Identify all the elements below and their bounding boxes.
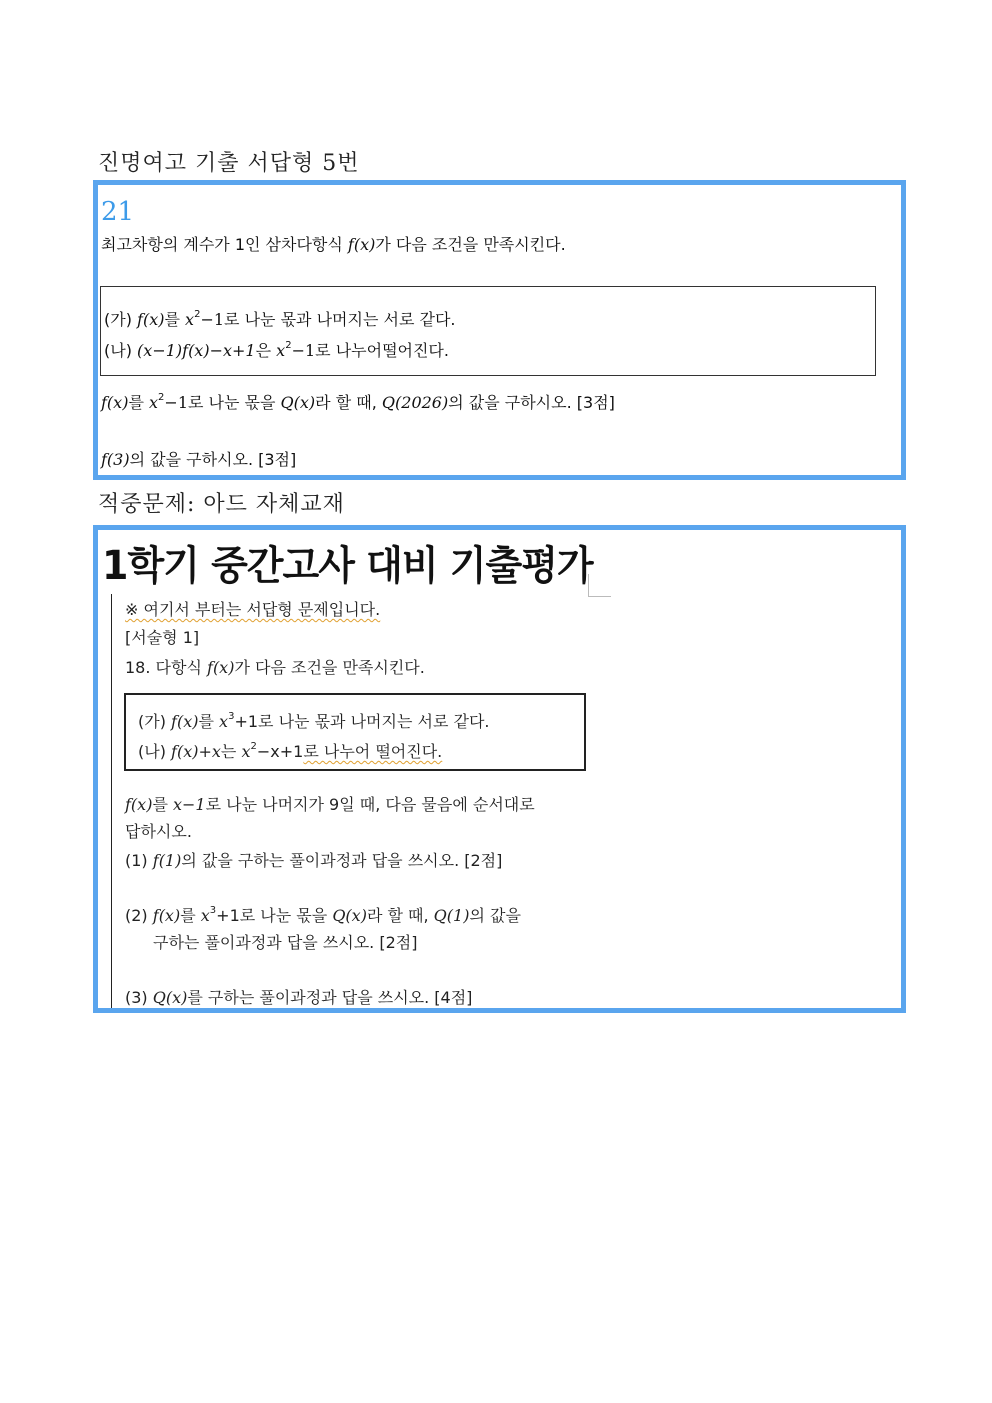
question-1: f(x)를 $x^2-1$로 나눈 몫을 Q(x)라 할 때, Q(2026)의 값을 구하시오. [3점] — [101, 392, 615, 412]
math-expr: f(x) — [347, 235, 376, 254]
problem-number: 21 — [101, 197, 135, 227]
column-rule — [111, 594, 112, 1013]
subquestion-2: (2) f(x)를 $x^3+1$로 나눈 몫을 Q(x)라 할 때, Q(1)의 값을 — [125, 905, 521, 925]
page-corner-mark — [588, 574, 611, 597]
problem-intro: 최고차항의 계수가 1인 삼차다항식 f(x)가 다음 조건을 만족시킨다. — [101, 235, 566, 254]
conditions-box — [100, 286, 876, 376]
condition-b: (나) (x−1)f(x)−x+1은 $x^2-1$로 나누어떨어진다. — [104, 340, 449, 360]
match-heading: 적중문제: 아드 자체교재 — [98, 492, 345, 517]
item-label: [서술형 1] — [125, 628, 200, 647]
condition-a: (가) f(x)를 $x^2-1$로 나눈 몫과 나머지는 서로 같다. — [104, 309, 456, 329]
problem-main-line-1: f(x)를 x−1로 나눈 나머지가 9일 때, 다음 물음에 순서대로 — [125, 795, 535, 814]
question-2: f(3)의 값을 구하시오. [3점] — [101, 450, 297, 469]
condition-b: (나) f(x)+x는 $x^2-x+1$로 나누어 떨어진다. — [138, 741, 443, 761]
problem-intro: 18. 다항식 f(x)가 다음 조건을 만족시킨다. — [125, 658, 425, 677]
section-note: ※ 여기서 부터는 서답형 문제입니다. — [125, 600, 381, 619]
source-heading: 진명여고 기출 서답형 5번 — [98, 151, 360, 176]
exam-banner: 1학기 중간고사 대비 기출평가 — [102, 542, 593, 589]
problem-main-line-2: 답하시오. — [125, 822, 192, 841]
subquestion-2-line-2: 구하는 풀이과정과 답을 쓰시오. [2점] — [153, 933, 418, 952]
condition-a: (가) f(x)를 $x^3+1$로 나눈 몫과 나머지는 서로 같다. — [138, 711, 490, 731]
matched-problem-frame — [93, 525, 906, 1013]
original-problem-frame — [93, 180, 906, 480]
conditions-box — [124, 693, 586, 771]
subquestion-1: (1) f(1)의 값을 구하는 풀이과정과 답을 쓰시오. [2점] — [125, 851, 503, 870]
subquestion-3: (3) Q(x)를 구하는 풀이과정과 답을 쓰시오. [4점] — [125, 988, 473, 1007]
